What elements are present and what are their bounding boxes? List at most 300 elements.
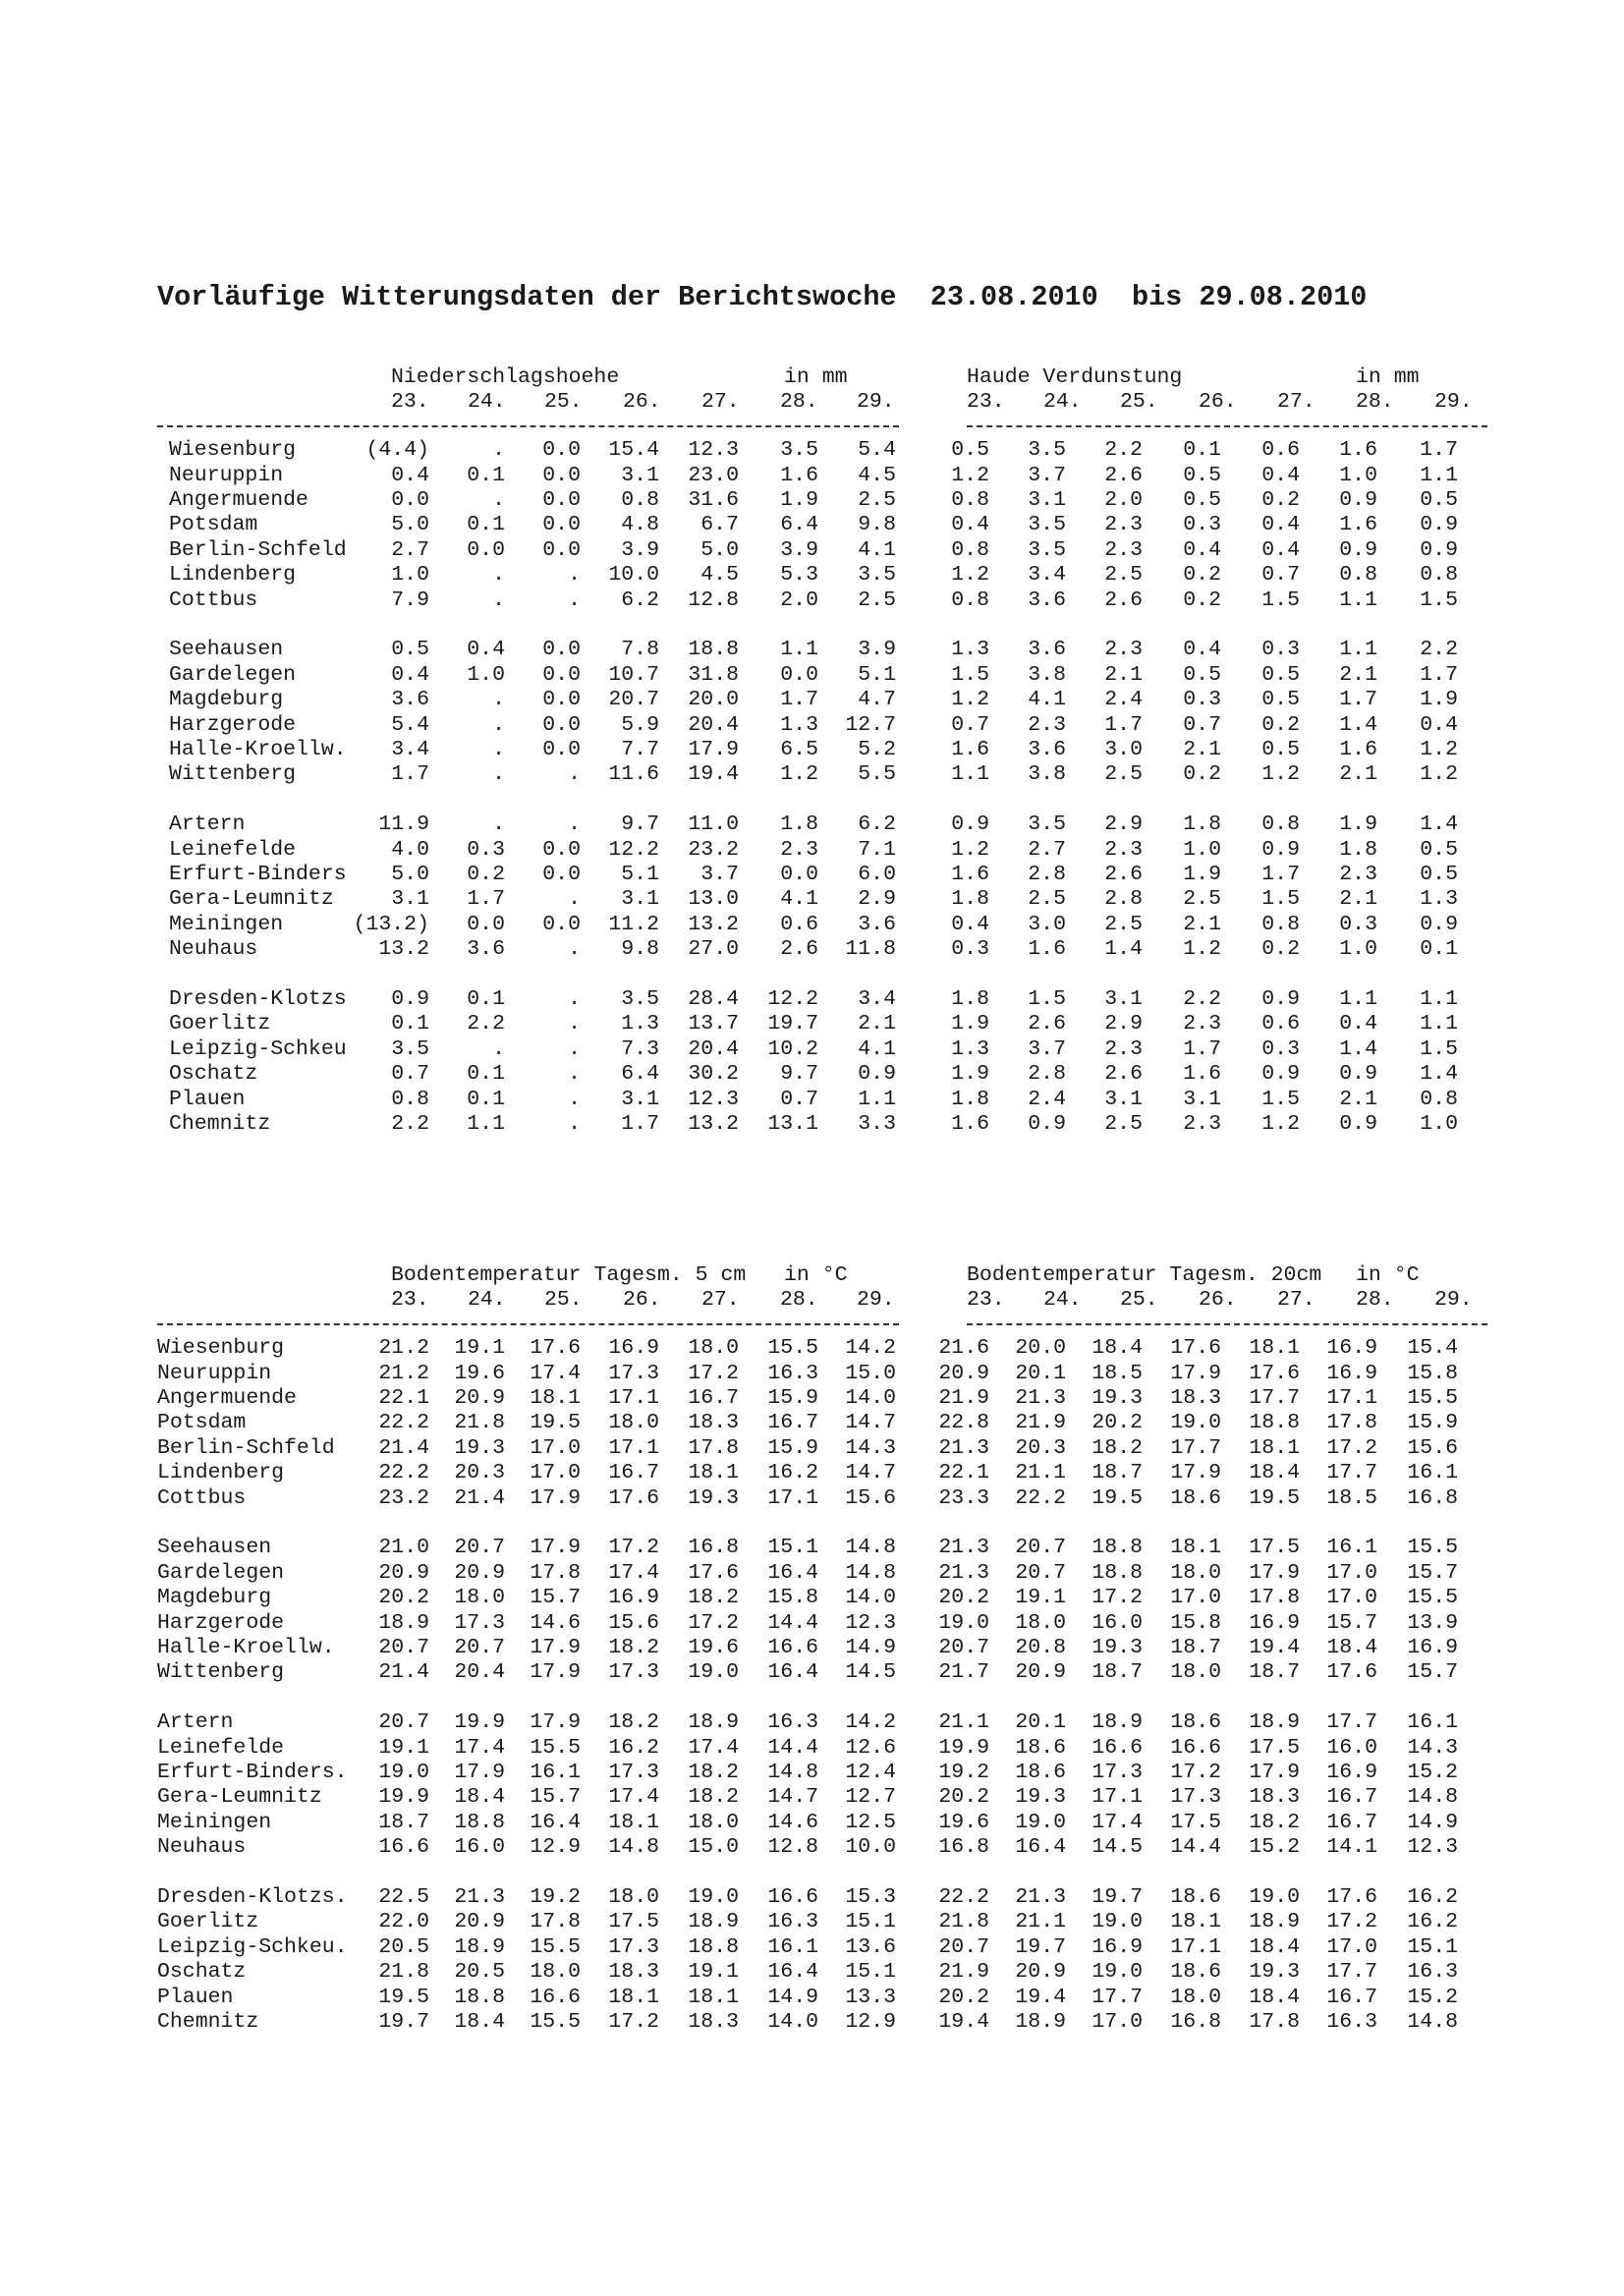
value-cell: 1.9 [1420, 688, 1458, 712]
value-cell: 0.2 [1183, 563, 1221, 588]
value-cell: 15.1 [1407, 1934, 1458, 1959]
value-cell: 0.8 [1339, 563, 1377, 588]
value-cell: 14.8 [1407, 2010, 1458, 2034]
value-cell: 0.4 [1420, 712, 1458, 737]
value-cell: 15.8 [767, 1586, 818, 1610]
day-header-left: 29. [857, 390, 895, 415]
value-cell: 19.5 [1249, 1485, 1300, 1510]
value-cell: 2.3 [1104, 513, 1143, 537]
value-cell: 1.7 [780, 688, 818, 712]
value-cell: 3.5 [780, 438, 818, 463]
value-cell: 2.2 [391, 1112, 429, 1136]
value-cell: 2.0 [1104, 488, 1143, 512]
value-cell: 0.5 [1261, 738, 1300, 761]
station-name: Neuruppin [169, 463, 284, 487]
value-cell: 10.7 [608, 662, 659, 687]
value-cell: 11.0 [688, 812, 739, 837]
value-cell: 3.5 [621, 987, 659, 1011]
value-cell: 14.7 [767, 1785, 818, 1810]
value-cell: 2.5 [1104, 912, 1143, 936]
value-cell: 1.8 [951, 1087, 989, 1111]
value-cell: 3.1 [621, 1087, 659, 1111]
value-cell: (4.4) [365, 438, 429, 463]
value-cell: 23.0 [688, 463, 739, 487]
value-cell: 0.1 [467, 513, 505, 537]
value-cell: 23.3 [938, 1485, 989, 1510]
value-cell: 1.7 [621, 1112, 659, 1136]
value-cell: 5.4 [391, 712, 429, 737]
value-cell: 21.3 [1015, 1386, 1066, 1410]
value-cell: 12.8 [688, 588, 739, 612]
value-cell: 15.2 [1407, 1761, 1458, 1784]
value-cell: 17.0 [1326, 1560, 1377, 1585]
value-cell: 1.1 [780, 638, 818, 662]
value-cell: 19.3 [1015, 1785, 1066, 1810]
value-cell: 2.1 [1183, 738, 1221, 761]
day-header-left: 26. [623, 390, 661, 415]
day-header-left: 23. [391, 1288, 429, 1313]
value-cell: 14.7 [845, 1411, 896, 1435]
value-cell: 0.5 [1420, 488, 1458, 512]
value-cell: 19.7 [1015, 1934, 1066, 1959]
value-cell: 16.4 [767, 1960, 818, 1985]
value-cell: 14.9 [845, 1636, 896, 1659]
value-cell: 3.8 [1028, 762, 1066, 787]
value-cell: 20.7 [378, 1636, 429, 1659]
value-cell: 18.7 [1170, 1636, 1221, 1659]
value-cell: 0.3 [467, 837, 505, 862]
value-cell: 16.2 [608, 1735, 659, 1760]
value-cell: 0.2 [1261, 712, 1300, 737]
value-cell: 1.1 [951, 762, 989, 787]
value-cell: 3.5 [858, 563, 896, 588]
value-cell: 16.4 [530, 1810, 581, 1834]
value-cell: 19.4 [938, 2010, 989, 2034]
value-cell: 1.2 [1261, 762, 1300, 787]
day-header-left: 26. [623, 1288, 661, 1313]
value-cell: . [492, 588, 505, 612]
value-cell: . [568, 812, 581, 837]
value-cell: 2.3 [1028, 712, 1066, 737]
value-cell: 15.9 [1407, 1411, 1458, 1435]
value-cell: 15.0 [845, 1361, 896, 1385]
value-cell: 3.6 [391, 688, 429, 712]
value-cell: 19.6 [454, 1361, 505, 1385]
value-cell: 0.9 [858, 1062, 896, 1087]
value-cell: 10.0 [608, 563, 659, 588]
value-cell: 19.0 [1170, 1411, 1221, 1435]
value-cell: 17.9 [530, 1636, 581, 1659]
value-cell: 1.6 [951, 738, 989, 761]
value-cell: 17.8 [688, 1435, 739, 1460]
value-cell: 21.3 [1015, 1885, 1066, 1909]
value-cell: 0.4 [467, 638, 505, 662]
value-cell: 21.9 [938, 1960, 989, 1985]
value-cell: 16.7 [1326, 1985, 1377, 2009]
value-cell: 17.0 [1326, 1586, 1377, 1610]
value-cell: 18.0 [688, 1336, 739, 1361]
value-cell: 17.6 [688, 1560, 739, 1585]
value-cell: . [568, 1012, 581, 1036]
value-cell: 16.2 [767, 1461, 818, 1485]
value-cell: 15.7 [1407, 1660, 1458, 1685]
station-name: Artern [157, 1710, 234, 1735]
value-cell: 0.9 [951, 812, 989, 837]
value-cell: 17.4 [688, 1735, 739, 1760]
value-cell: 0.3 [1183, 513, 1221, 537]
value-cell: 15.5 [1407, 1386, 1458, 1410]
value-cell: 18.0 [1170, 1985, 1221, 2009]
value-cell: 20.7 [378, 1710, 429, 1735]
value-cell: 13.0 [688, 887, 739, 912]
value-cell: 13.2 [378, 937, 429, 962]
value-cell: 17.1 [767, 1485, 818, 1510]
value-cell: 0.3 [1183, 688, 1221, 712]
divider-right [967, 425, 1487, 427]
value-cell: 2.6 [1028, 1012, 1066, 1036]
value-cell: 1.0 [467, 662, 505, 687]
value-cell: 1.2 [951, 463, 989, 487]
value-cell: 14.3 [845, 1435, 896, 1460]
value-cell: 18.2 [1249, 1810, 1300, 1834]
value-cell: 0.5 [391, 638, 429, 662]
value-cell: 18.9 [688, 1910, 739, 1934]
value-cell: 0.1 [467, 987, 505, 1011]
value-cell: 5.2 [858, 738, 896, 761]
value-cell: 18.5 [1092, 1361, 1143, 1385]
page-title: Vorläufige Witterungsdaten der Berichtswoche 23.08.2010 bis 29.08.2010 [157, 281, 1368, 313]
divider-right [967, 1323, 1487, 1325]
value-cell: 23.2 [378, 1485, 429, 1510]
value-cell: 21.1 [1015, 1910, 1066, 1934]
value-cell: 2.6 [1104, 463, 1143, 487]
station-name: Wittenberg [169, 762, 297, 787]
value-cell: 0.6 [1261, 438, 1300, 463]
value-cell: 0.1 [391, 1012, 429, 1036]
value-cell: 0.8 [1261, 812, 1300, 837]
value-cell: 15.9 [767, 1435, 818, 1460]
value-cell: 15.3 [845, 1885, 896, 1909]
value-cell: 19.0 [688, 1660, 739, 1685]
value-cell: 1.8 [951, 987, 989, 1011]
value-cell: 18.1 [1249, 1336, 1300, 1361]
value-cell: 12.3 [688, 438, 739, 463]
value-cell: 16.9 [1326, 1336, 1377, 1361]
value-cell: 1.4 [1420, 812, 1458, 837]
value-cell: . [568, 1062, 581, 1087]
value-cell: 1.7 [1104, 712, 1143, 737]
value-cell: 1.5 [1028, 987, 1066, 1011]
value-cell: 15.5 [1407, 1536, 1458, 1560]
value-cell: 2.8 [1028, 1062, 1066, 1087]
value-cell: 12.9 [530, 1835, 581, 1860]
value-cell: 4.1 [1028, 688, 1066, 712]
value-cell: . [492, 688, 505, 712]
value-cell: 18.2 [688, 1761, 739, 1784]
value-cell: 3.1 [621, 463, 659, 487]
value-cell: 0.8 [1420, 563, 1458, 588]
value-cell: 0.9 [1339, 1062, 1377, 1087]
value-cell: 0.1 [467, 1087, 505, 1111]
value-cell: 1.1 [467, 1112, 505, 1136]
value-cell: 0.4 [1261, 537, 1300, 562]
value-cell: 4.1 [858, 537, 896, 562]
value-cell: 15.8 [1407, 1361, 1458, 1385]
value-cell: 5.0 [391, 863, 429, 886]
value-cell: 21.3 [938, 1536, 989, 1560]
station-name: Gera-Leumnitz [169, 887, 334, 912]
value-cell: 17.4 [1092, 1810, 1143, 1834]
value-cell: 0.4 [391, 662, 429, 687]
value-cell: 1.2 [1420, 762, 1458, 787]
value-cell: 18.8 [1092, 1536, 1143, 1560]
value-cell: 0.0 [780, 863, 818, 886]
value-cell: 6.5 [780, 738, 818, 761]
value-cell: 12.9 [845, 2010, 896, 2034]
value-cell: . [568, 1112, 581, 1136]
value-cell: 11.6 [608, 762, 659, 787]
value-cell: 1.5 [1261, 887, 1300, 912]
value-cell: 16.4 [767, 1660, 818, 1685]
value-cell: 2.3 [1104, 1036, 1143, 1061]
value-cell: 21.1 [938, 1710, 989, 1735]
value-cell: 20.9 [1015, 1960, 1066, 1985]
day-header-left: 24. [468, 1288, 506, 1313]
divider-left [157, 425, 899, 427]
value-cell: 18.2 [688, 1785, 739, 1810]
station-name: Erfurt-Binders. [157, 1761, 348, 1784]
value-cell: 17.3 [454, 1610, 505, 1635]
day-header-right: 24. [1043, 390, 1082, 415]
value-cell: 16.0 [1092, 1610, 1143, 1635]
value-cell: 1.9 [951, 1062, 989, 1087]
value-cell: 14.8 [845, 1560, 896, 1585]
value-cell: 20.4 [454, 1660, 505, 1685]
value-cell: 21.0 [378, 1536, 429, 1560]
value-cell: 1.3 [951, 1036, 989, 1061]
value-cell: 14.4 [767, 1735, 818, 1760]
value-cell: . [568, 1036, 581, 1061]
value-cell: 2.3 [1104, 537, 1143, 562]
value-cell: 22.2 [1015, 1485, 1066, 1510]
value-cell: 4.1 [858, 1036, 896, 1061]
value-cell: 4.8 [621, 513, 659, 537]
value-cell: 16.6 [1170, 1735, 1221, 1760]
value-cell: 19.0 [938, 1610, 989, 1635]
station-name: Leipzig-Schkeu [169, 1036, 347, 1061]
value-cell: 1.7 [1339, 688, 1377, 712]
value-cell: 21.2 [378, 1361, 429, 1385]
value-cell: 18.2 [1092, 1435, 1143, 1460]
value-cell: 12.6 [845, 1735, 896, 1760]
value-cell: 21.7 [938, 1660, 989, 1685]
value-cell: 2.3 [1183, 1012, 1221, 1036]
value-cell: 31.8 [688, 662, 739, 687]
value-cell: 7.7 [621, 738, 659, 761]
station-name: Harzgerode [169, 712, 297, 737]
value-cell: 17.5 [1249, 1536, 1300, 1560]
value-cell: 18.5 [1326, 1485, 1377, 1510]
value-cell: 15.2 [1249, 1835, 1300, 1860]
value-cell: 5.0 [700, 537, 739, 562]
value-cell: 18.1 [1170, 1910, 1221, 1934]
value-cell: 13.3 [845, 1985, 896, 2009]
value-cell: 20.2 [378, 1586, 429, 1610]
value-cell: 0.2 [1261, 937, 1300, 962]
value-cell: 17.9 [454, 1761, 505, 1784]
value-cell: 14.1 [1326, 1835, 1377, 1860]
value-cell: 16.9 [1249, 1610, 1300, 1635]
day-header-right: 25. [1120, 1288, 1158, 1313]
value-cell: 0.8 [1261, 912, 1300, 936]
value-cell: 0.2 [1261, 488, 1300, 512]
day-header-left: 23. [391, 390, 429, 415]
value-cell: 16.6 [530, 1985, 581, 2009]
value-cell: 2.2 [467, 1012, 505, 1036]
value-cell: 17.8 [1326, 1411, 1377, 1435]
value-cell: 20.7 [938, 1636, 989, 1659]
value-cell: 0.6 [780, 912, 818, 936]
left-unit: in °C [784, 1263, 848, 1287]
value-cell: 13.9 [1407, 1610, 1458, 1635]
day-header-right: 23. [967, 1288, 1005, 1313]
value-cell: 17.0 [1170, 1586, 1221, 1610]
value-cell: 1.1 [1420, 463, 1458, 487]
value-cell: 17.1 [608, 1435, 659, 1460]
value-cell: 16.8 [938, 1835, 989, 1860]
station-name: Chemnitz [169, 1112, 271, 1136]
value-cell: 18.9 [1249, 1710, 1300, 1735]
value-cell: 0.5 [1420, 863, 1458, 886]
value-cell: . [492, 712, 505, 737]
value-cell: 17.8 [1249, 2010, 1300, 2034]
value-cell: 2.5 [858, 588, 896, 612]
value-cell: 18.1 [688, 1985, 739, 2009]
value-cell: 4.5 [700, 563, 739, 588]
value-cell: 19.1 [688, 1960, 739, 1985]
value-cell: 18.2 [688, 1586, 739, 1610]
value-cell: . [492, 438, 505, 463]
station-name: Potsdam [169, 513, 258, 537]
value-cell: 16.6 [767, 1636, 818, 1659]
value-cell: 16.9 [1326, 1761, 1377, 1784]
value-cell: (13.2) [353, 912, 429, 936]
value-cell: 19.9 [378, 1785, 429, 1810]
value-cell: 2.5 [1183, 887, 1221, 912]
value-cell: 16.1 [1407, 1461, 1458, 1485]
value-cell: 0.4 [1261, 463, 1300, 487]
value-cell: 14.8 [767, 1761, 818, 1784]
value-cell: . [568, 937, 581, 962]
value-cell: 20.9 [454, 1560, 505, 1585]
value-cell: 0.8 [391, 1087, 429, 1111]
value-cell: 28.4 [688, 987, 739, 1011]
value-cell: 1.6 [1183, 1062, 1221, 1087]
day-header-right: 29. [1434, 1288, 1473, 1313]
value-cell: 2.9 [1104, 812, 1143, 837]
station-name: Gardelegen [157, 1560, 285, 1585]
station-name: Seehausen [157, 1536, 272, 1560]
value-cell: 2.6 [780, 937, 818, 962]
value-cell: 1.2 [1183, 937, 1221, 962]
value-cell: 2.5 [1104, 1112, 1143, 1136]
value-cell: 16.6 [1092, 1735, 1143, 1760]
value-cell: 2.6 [1104, 1062, 1143, 1087]
day-header-left: 28. [780, 1288, 818, 1313]
value-cell: 16.3 [1326, 2010, 1377, 2034]
station-name: Halle-Kroellw. [157, 1636, 335, 1659]
value-cell: 20.9 [378, 1560, 429, 1585]
value-cell: 19.4 [688, 762, 739, 787]
value-cell: 3.5 [1028, 812, 1066, 837]
station-name: Cottbus [157, 1485, 247, 1510]
value-cell: 5.3 [780, 563, 818, 588]
value-cell: 17.9 [1170, 1361, 1221, 1385]
value-cell: 3.1 [1028, 488, 1066, 512]
value-cell: 20.5 [378, 1934, 429, 1959]
value-cell: 1.9 [1183, 863, 1221, 886]
value-cell: 20.4 [688, 1036, 739, 1061]
value-cell: 17.3 [608, 1934, 659, 1959]
value-cell: 2.7 [391, 537, 429, 562]
value-cell: 14.6 [530, 1610, 581, 1635]
value-cell: 21.4 [454, 1485, 505, 1510]
value-cell: 18.9 [454, 1934, 505, 1959]
value-cell: 0.7 [1261, 563, 1300, 588]
station-name: Cottbus [169, 588, 258, 612]
value-cell: 19.6 [688, 1636, 739, 1659]
value-cell: 4.5 [858, 463, 896, 487]
value-cell: 3.5 [391, 1036, 429, 1061]
value-cell: 18.8 [1092, 1560, 1143, 1585]
value-cell: 17.6 [1249, 1361, 1300, 1385]
value-cell: 16.4 [1015, 1835, 1066, 1860]
value-cell: 1.6 [780, 463, 818, 487]
value-cell: 1.0 [391, 563, 429, 588]
station-name: Artern [169, 812, 246, 837]
value-cell: 16.3 [767, 1361, 818, 1385]
value-cell: 2.1 [1339, 887, 1377, 912]
value-cell: 18.7 [378, 1810, 429, 1834]
value-cell: 0.9 [1028, 1112, 1066, 1136]
value-cell: 12.5 [845, 1810, 896, 1834]
value-cell: 15.7 [1407, 1560, 1458, 1585]
value-cell: 0.9 [1261, 987, 1300, 1011]
day-header-right: 29. [1434, 390, 1473, 415]
value-cell: 0.1 [467, 1062, 505, 1087]
value-cell: 0.4 [1183, 638, 1221, 662]
value-cell: 18.9 [378, 1610, 429, 1635]
value-cell: 0.7 [391, 1062, 429, 1087]
value-cell: 12.8 [767, 1835, 818, 1860]
value-cell: 1.2 [1261, 1112, 1300, 1136]
value-cell: 0.9 [1420, 912, 1458, 936]
value-cell: 1.2 [780, 762, 818, 787]
value-cell: 17.9 [688, 738, 739, 761]
value-cell: 0.5 [1183, 463, 1221, 487]
value-cell: 14.8 [845, 1536, 896, 1560]
right-unit: in °C [1356, 1263, 1420, 1287]
value-cell: 17.4 [608, 1785, 659, 1810]
value-cell: 9.7 [780, 1062, 818, 1087]
value-cell: 18.1 [530, 1386, 581, 1410]
value-cell: 10.0 [845, 1835, 896, 1860]
day-header-right: 23. [967, 390, 1005, 415]
value-cell: 22.1 [378, 1386, 429, 1410]
value-cell: 19.0 [1092, 1960, 1143, 1985]
station-name: Lindenberg [157, 1461, 285, 1485]
value-cell: 18.7 [1249, 1660, 1300, 1685]
